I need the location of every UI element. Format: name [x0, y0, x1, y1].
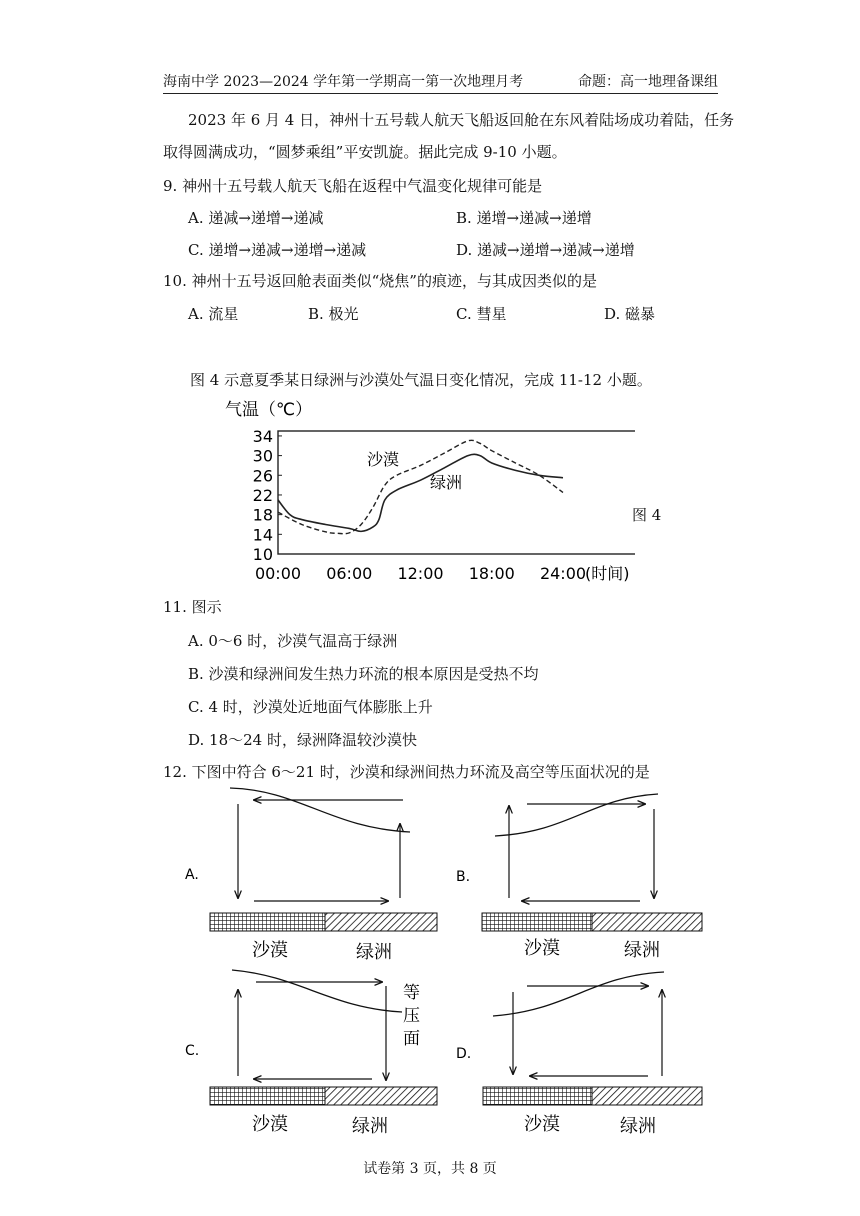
circulation-diagrams: [170, 780, 710, 1145]
q10-option-b[interactable]: B. 极光: [308, 305, 359, 323]
diagram-b-label: B.: [456, 869, 471, 885]
ground-label-oasis: 绿洲: [620, 1116, 656, 1137]
isobar-label-3: 面: [403, 1029, 420, 1049]
intro-2: 图 4 示意夏季某日绿洲与沙漠处气温日变化情况，完成 11-12 小题。: [190, 371, 652, 389]
desert-ground: [210, 1087, 325, 1105]
diagram-d-label: D.: [456, 1046, 472, 1062]
y-tick-label: 10: [252, 545, 273, 564]
x-tick-label: 06:00: [326, 564, 373, 583]
page-header: [163, 69, 718, 94]
diagram-d[interactable]: [456, 972, 702, 1137]
q11-option-a[interactable]: A. 0～6 时，沙漠气温高于绿洲: [188, 632, 398, 650]
intro-line-2: 取得圆满成功，“圆梦乘组”平安凯旋。据此完成 9-10 小题。: [163, 143, 567, 161]
intro-line-1: 2023 年 6 月 4 日，神州十五号载人航天飞船返回舱在东风着陆场成功着陆，任务: [188, 111, 735, 129]
oasis-ground: [325, 1087, 437, 1105]
diagram-c-label: C.: [185, 1043, 200, 1059]
q10-option-a[interactable]: A. 流星: [188, 305, 239, 323]
desert-ground: [483, 1087, 592, 1105]
ground-label-desert: 沙漠: [252, 1114, 288, 1135]
q11-option-c[interactable]: C. 4 时，沙漠处近地面气体膨胀上升: [188, 698, 433, 716]
q9-option-b[interactable]: B. 递增→递减→递增: [456, 209, 592, 227]
x-tick-label: 18:00: [468, 564, 515, 583]
diagram-a[interactable]: [185, 788, 437, 963]
y-tick-label: 22: [252, 485, 273, 505]
isobar: [232, 970, 402, 1012]
x-tick-label: 00:00: [254, 564, 302, 583]
oasis-ground: [325, 913, 437, 931]
q9-option-a[interactable]: A. 递减→递增→递减: [188, 209, 324, 227]
q10-option-d[interactable]: D. 磁暴: [604, 305, 656, 323]
desert-ground: [482, 913, 592, 931]
q11-stem: 11. 图示: [163, 598, 222, 616]
isobar-label-2: 压: [403, 1006, 420, 1026]
y-tick-label: 34: [252, 426, 273, 446]
ground-label-oasis: 绿洲: [624, 940, 660, 961]
isobar-label-1: 等: [403, 983, 420, 1003]
y-tick-label: 26: [252, 466, 273, 486]
isobar: [495, 794, 658, 836]
series-desert-line: [278, 440, 563, 533]
series-label-desert: 沙漠: [367, 450, 400, 469]
y-tick-label: 18: [252, 505, 273, 525]
isobar: [493, 972, 664, 1016]
ground-label-desert: 沙漠: [524, 1114, 560, 1135]
ground-label-oasis: 绿洲: [352, 1116, 388, 1137]
y-tick-label: 30: [252, 446, 273, 466]
ground-label-desert: 沙漠: [524, 938, 560, 959]
y-tick-label: 14: [252, 525, 273, 545]
diagram-b[interactable]: [456, 794, 702, 961]
y-axis-label: 气温（℃）: [225, 400, 313, 420]
q9-option-d[interactable]: D. 递减→递增→递减→递增: [456, 241, 635, 259]
exam-author: 命题：高一地理备课组: [578, 74, 718, 90]
q10-stem: 10. 神州十五号返回舱表面类似“烧焦”的痕迹，与其成因类似的是: [163, 272, 597, 290]
ground-label-oasis: 绿洲: [356, 942, 392, 963]
exam-title: 海南中学 2023—2024 学年第一学期高一第一次地理月考: [163, 74, 524, 90]
q12-stem: 12. 下图中符合 6～21 时，沙漠和绿洲间热力环流及高空等压面状况的是: [163, 763, 650, 781]
x-tick-label: 24:00: [539, 564, 587, 583]
oasis-ground: [592, 1087, 702, 1105]
oasis-ground: [592, 913, 702, 931]
series-label-oasis: 绿洲: [430, 473, 463, 492]
x-tick-label: 12:00: [397, 564, 444, 583]
temperature-chart: [215, 395, 635, 590]
isobar: [230, 788, 410, 832]
q9-option-c[interactable]: C. 递增→递减→递增→递减: [188, 241, 367, 259]
q10-option-c[interactable]: C. 彗星: [456, 305, 507, 323]
ground-label-desert: 沙漠: [252, 940, 288, 961]
desert-ground: [210, 913, 325, 931]
diagram-a-label: A.: [185, 867, 199, 883]
q11-option-d[interactable]: D. 18～24 时，绿洲降温较沙漠快: [188, 731, 417, 749]
x-axis-label: (时间): [585, 564, 630, 583]
figure-label: 图 4: [632, 506, 662, 524]
q9-stem: 9. 神州十五号载人航天飞船在返程中气温变化规律可能是: [163, 177, 543, 195]
plot-frame: [278, 431, 635, 554]
page-footer: 试卷第 3 页，共 8 页: [363, 1161, 497, 1177]
diagram-c[interactable]: [185, 970, 437, 1137]
q11-option-b[interactable]: B. 沙漠和绿洲间发生热力环流的根本原因是受热不均: [188, 665, 539, 683]
